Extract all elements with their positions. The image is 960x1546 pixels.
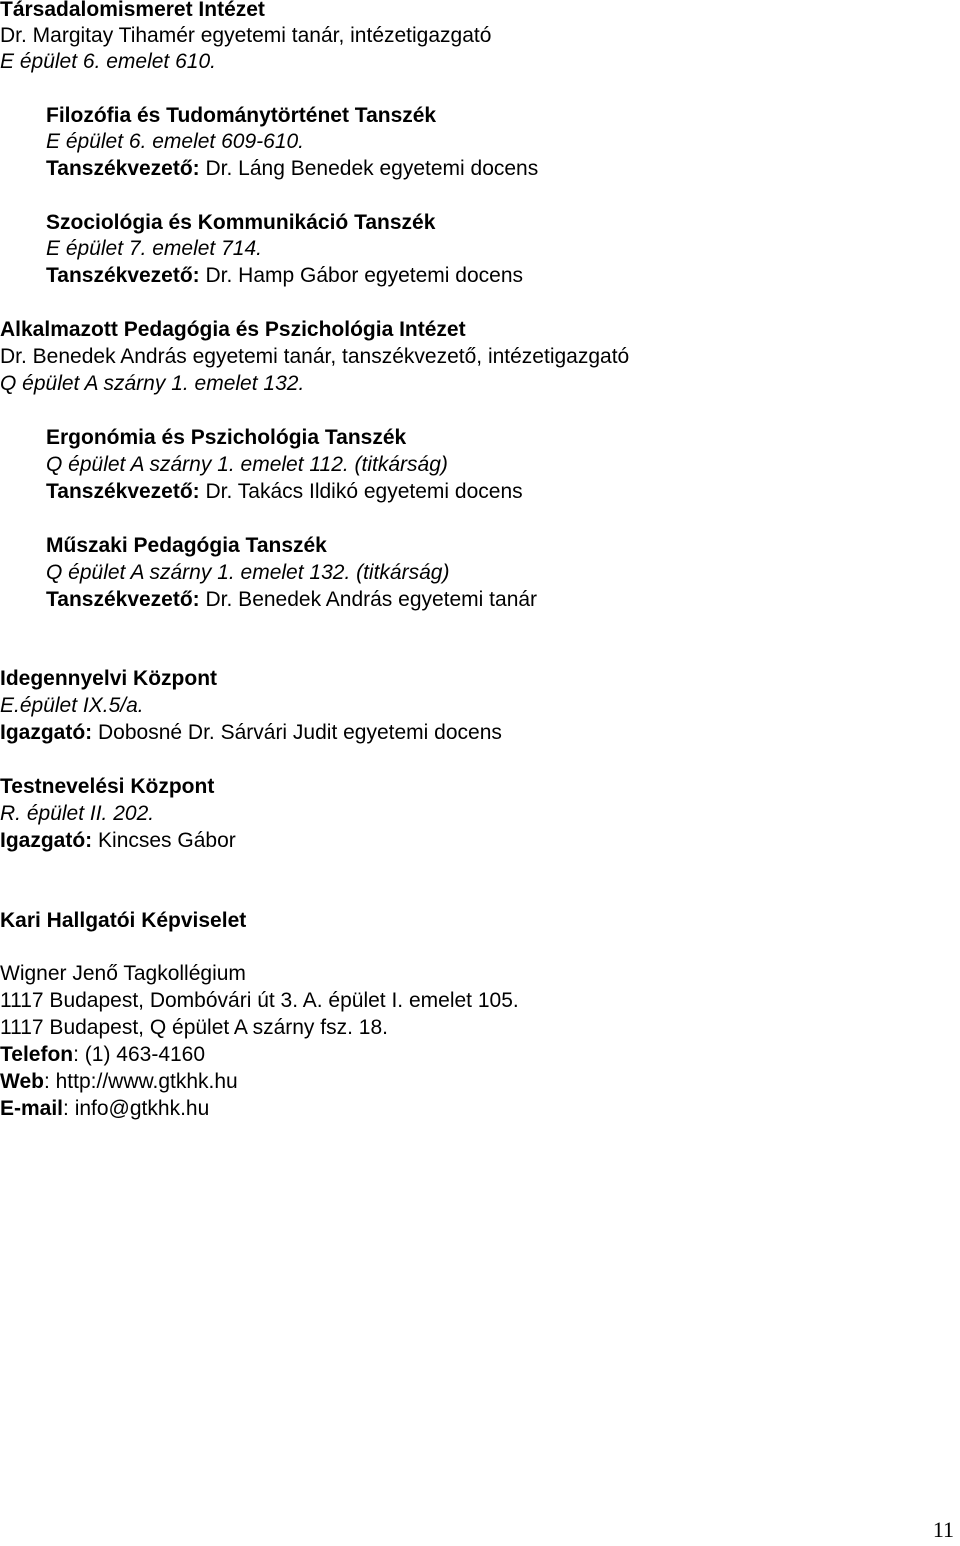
center-director	[0, 828, 236, 854]
email-link[interactable]: : info@gtkhk.hu	[63, 1097, 210, 1120]
director-label: Igazgató:	[0, 721, 93, 744]
head-name: Dr. Takács Ildikó egyetemi docens	[205, 480, 523, 503]
director-label: Igazgató:	[0, 829, 93, 852]
student-union-address-1: 1117 Budapest, Dombóvári út 3. A. épület I. emelet 105.	[0, 989, 519, 1012]
institute-location: Q épület A szárny 1. emelet 132.	[0, 372, 305, 395]
center-title-idegennyelvi: Idegennyelvi Központ	[0, 667, 218, 690]
page-number: 11	[932, 1517, 954, 1542]
student-union-phone	[0, 1042, 205, 1068]
head-label: Tanszékvezető:	[46, 157, 200, 180]
head-label: Tanszékvezető:	[46, 480, 200, 503]
student-union-address-2: 1117 Budapest, Q épület A szárny fsz. 18.	[0, 1016, 388, 1039]
institute-location: E épület 6. emelet 610.	[0, 50, 216, 73]
email-label: E-mail	[0, 1097, 64, 1120]
center-location: R. épület II. 202.	[0, 802, 155, 825]
department-title-muszaki: Műszaki Pedagógia Tanszék	[46, 534, 327, 557]
institute-title-tarsadalom: Társadalomismeret Intézet	[0, 0, 265, 21]
department-head	[46, 263, 523, 289]
student-union-email	[0, 1096, 209, 1122]
web-link[interactable]: : http://www.gtkhk.hu	[43, 1070, 238, 1093]
head-name: Dr. Benedek András egyetemi tanár	[205, 588, 538, 611]
department-location: Q épület A szárny 1. emelet 132. (titkárság)	[46, 561, 450, 584]
department-title-filozofia: Filozófia és Tudománytörténet Tanszék	[46, 104, 437, 127]
department-location: E épület 6. emelet 609-610.	[46, 130, 305, 153]
center-location: E.épület IX.5/a.	[0, 694, 144, 717]
department-location: E épület 7. emelet 714.	[46, 237, 262, 260]
institute-director: Dr. Margitay Tihamér egyetemi tanár, intézetigazgató	[0, 24, 492, 47]
student-union-web	[0, 1069, 238, 1095]
department-head	[46, 479, 523, 505]
web-label: Web	[0, 1070, 44, 1093]
institute-director: Dr. Benedek András egyetemi tanár, tanszékvezető, intézetigazgató	[0, 345, 630, 368]
phone-label: Telefon	[0, 1043, 74, 1066]
department-title-szociologia: Szociológia és Kommunikáció Tanszék	[46, 211, 436, 234]
phone-value: : (1) 463-4160	[73, 1043, 206, 1066]
department-title-ergonomia: Ergonómia és Pszichológia Tanszék	[46, 426, 407, 449]
student-union-dorm: Wigner Jenő Tagkollégium	[0, 962, 246, 985]
department-head	[46, 587, 537, 613]
center-title-testneveles: Testnevelési Központ	[0, 775, 215, 798]
student-union-title: Kari Hallgatói Képviselet	[0, 909, 247, 932]
head-label: Tanszékvezető:	[46, 588, 200, 611]
head-name: Dr. Hamp Gábor egyetemi docens	[205, 264, 523, 287]
institute-title-alkalmazott: Alkalmazott Pedagógia és Pszichológia Intézet	[0, 318, 466, 341]
head-name: Dr. Láng Benedek egyetemi docens	[205, 157, 539, 180]
center-director	[0, 720, 502, 746]
director-name: Kincses Gábor	[98, 829, 236, 852]
director-name: Dobosné Dr. Sárvári Judit egyetemi docens	[98, 721, 502, 744]
department-head	[46, 156, 538, 182]
head-label: Tanszékvezető:	[46, 264, 200, 287]
department-location: Q épület A szárny 1. emelet 112. (titkárság)	[46, 453, 448, 476]
